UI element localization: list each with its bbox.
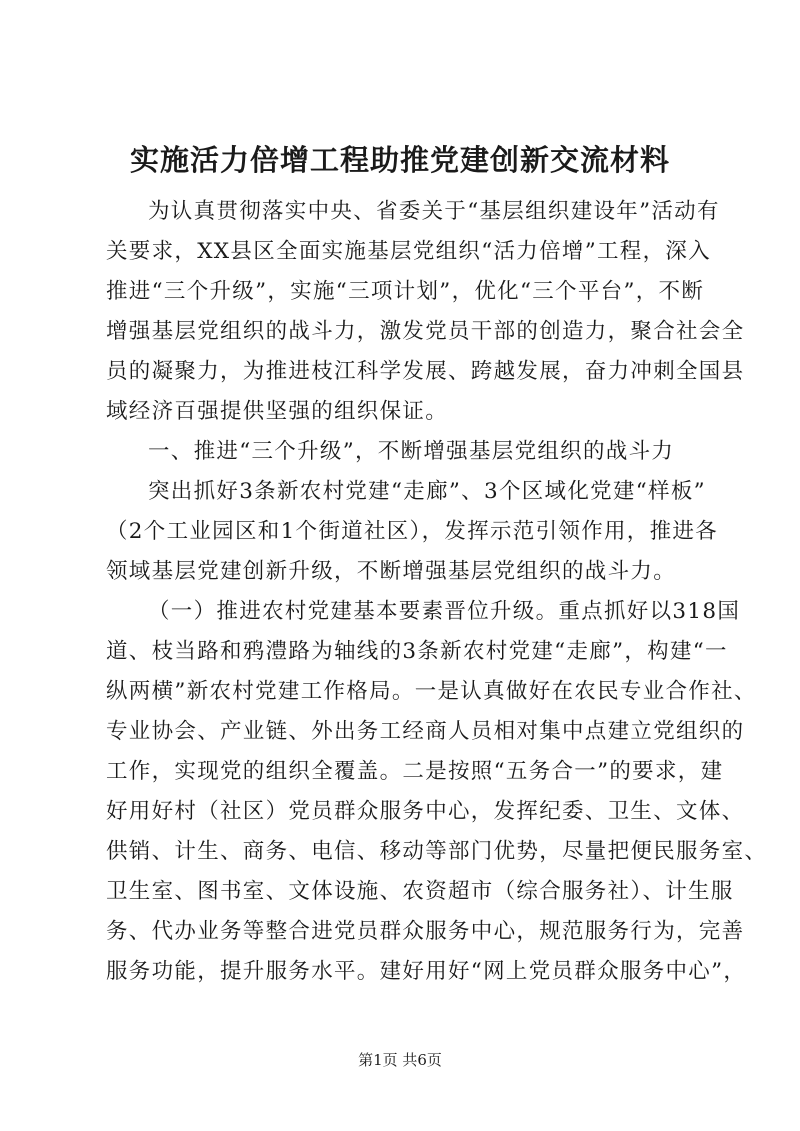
body-line: 突出抓好3条新农村党建“走廊”、3个区域化党建“样板” [148, 479, 706, 504]
body-line: 为认真贯彻落实中央、省委关于“基层组织建设年”活动有 [148, 199, 720, 224]
body-line: 领域基层党建创新升级，不断增强基层党组织的战斗力。 [106, 559, 677, 584]
body-line: 务、代办业务等整合进党员群众服务中心，规范服务行为，完善 [106, 919, 745, 944]
body-line: 员的凝聚力，为推进枝江科学发展、跨越发展，奋力冲刺全国县 [106, 359, 745, 384]
body-line: 工作，实现党的组织全覆盖。二是按照“五务合一”的要求，建 [106, 759, 724, 784]
section-heading: 一、推进“三个升级”，不断增强基层党组织的战斗力 [148, 439, 675, 464]
body-line: 纵两横”新农村党建工作格局。一是认真做好在农民专业合作社、 [106, 679, 757, 704]
body-line: 推进“三个升级”，实施“三项计划”，优化“三个平台”，不断 [106, 279, 705, 304]
body-line: 服务功能，提升服务水平。建好用好“网上党员群众服务中心”， [106, 959, 747, 984]
body-line: 增强基层党组织的战斗力，激发党员干部的创造力，聚合社会全 [106, 319, 745, 344]
page-number-footer: 第1页 共6页 [358, 1051, 442, 1069]
body-line: 好用好村（社区）党员群众服务中心，发挥纪委、卫生、文体、 [106, 799, 745, 824]
body-line: 卫生室、图书室、文体设施、农资超市（综合服务社）、计生服 [106, 879, 734, 904]
document-title: 实施活力倍增工程助推党建创新交流材料 [129, 143, 670, 177]
subsection-line: （一）推进农村党建基本要素晋位升级。重点抓好以318国 [148, 599, 741, 624]
body-line: 专业协会、产业链、外出务工经商人员相对集中点建立党组织的 [106, 719, 745, 744]
body-line: （2个工业园区和1个街道社区），发挥示范引领作用，推进各 [106, 519, 719, 544]
body-line: 供销、计生、商务、电信、移动等部门优势，尽量把便民服务室、 [106, 839, 768, 864]
body-line: 关要求，XX县区全面实施基层党组织“活力倍增”工程，深入 [106, 239, 711, 264]
body-line: 域经济百强提供坚强的组织保证。 [106, 399, 449, 424]
body-line: 道、枝当路和鸦澧路为轴线的3条新农村党建“走廊”，构建“一 [106, 639, 728, 664]
